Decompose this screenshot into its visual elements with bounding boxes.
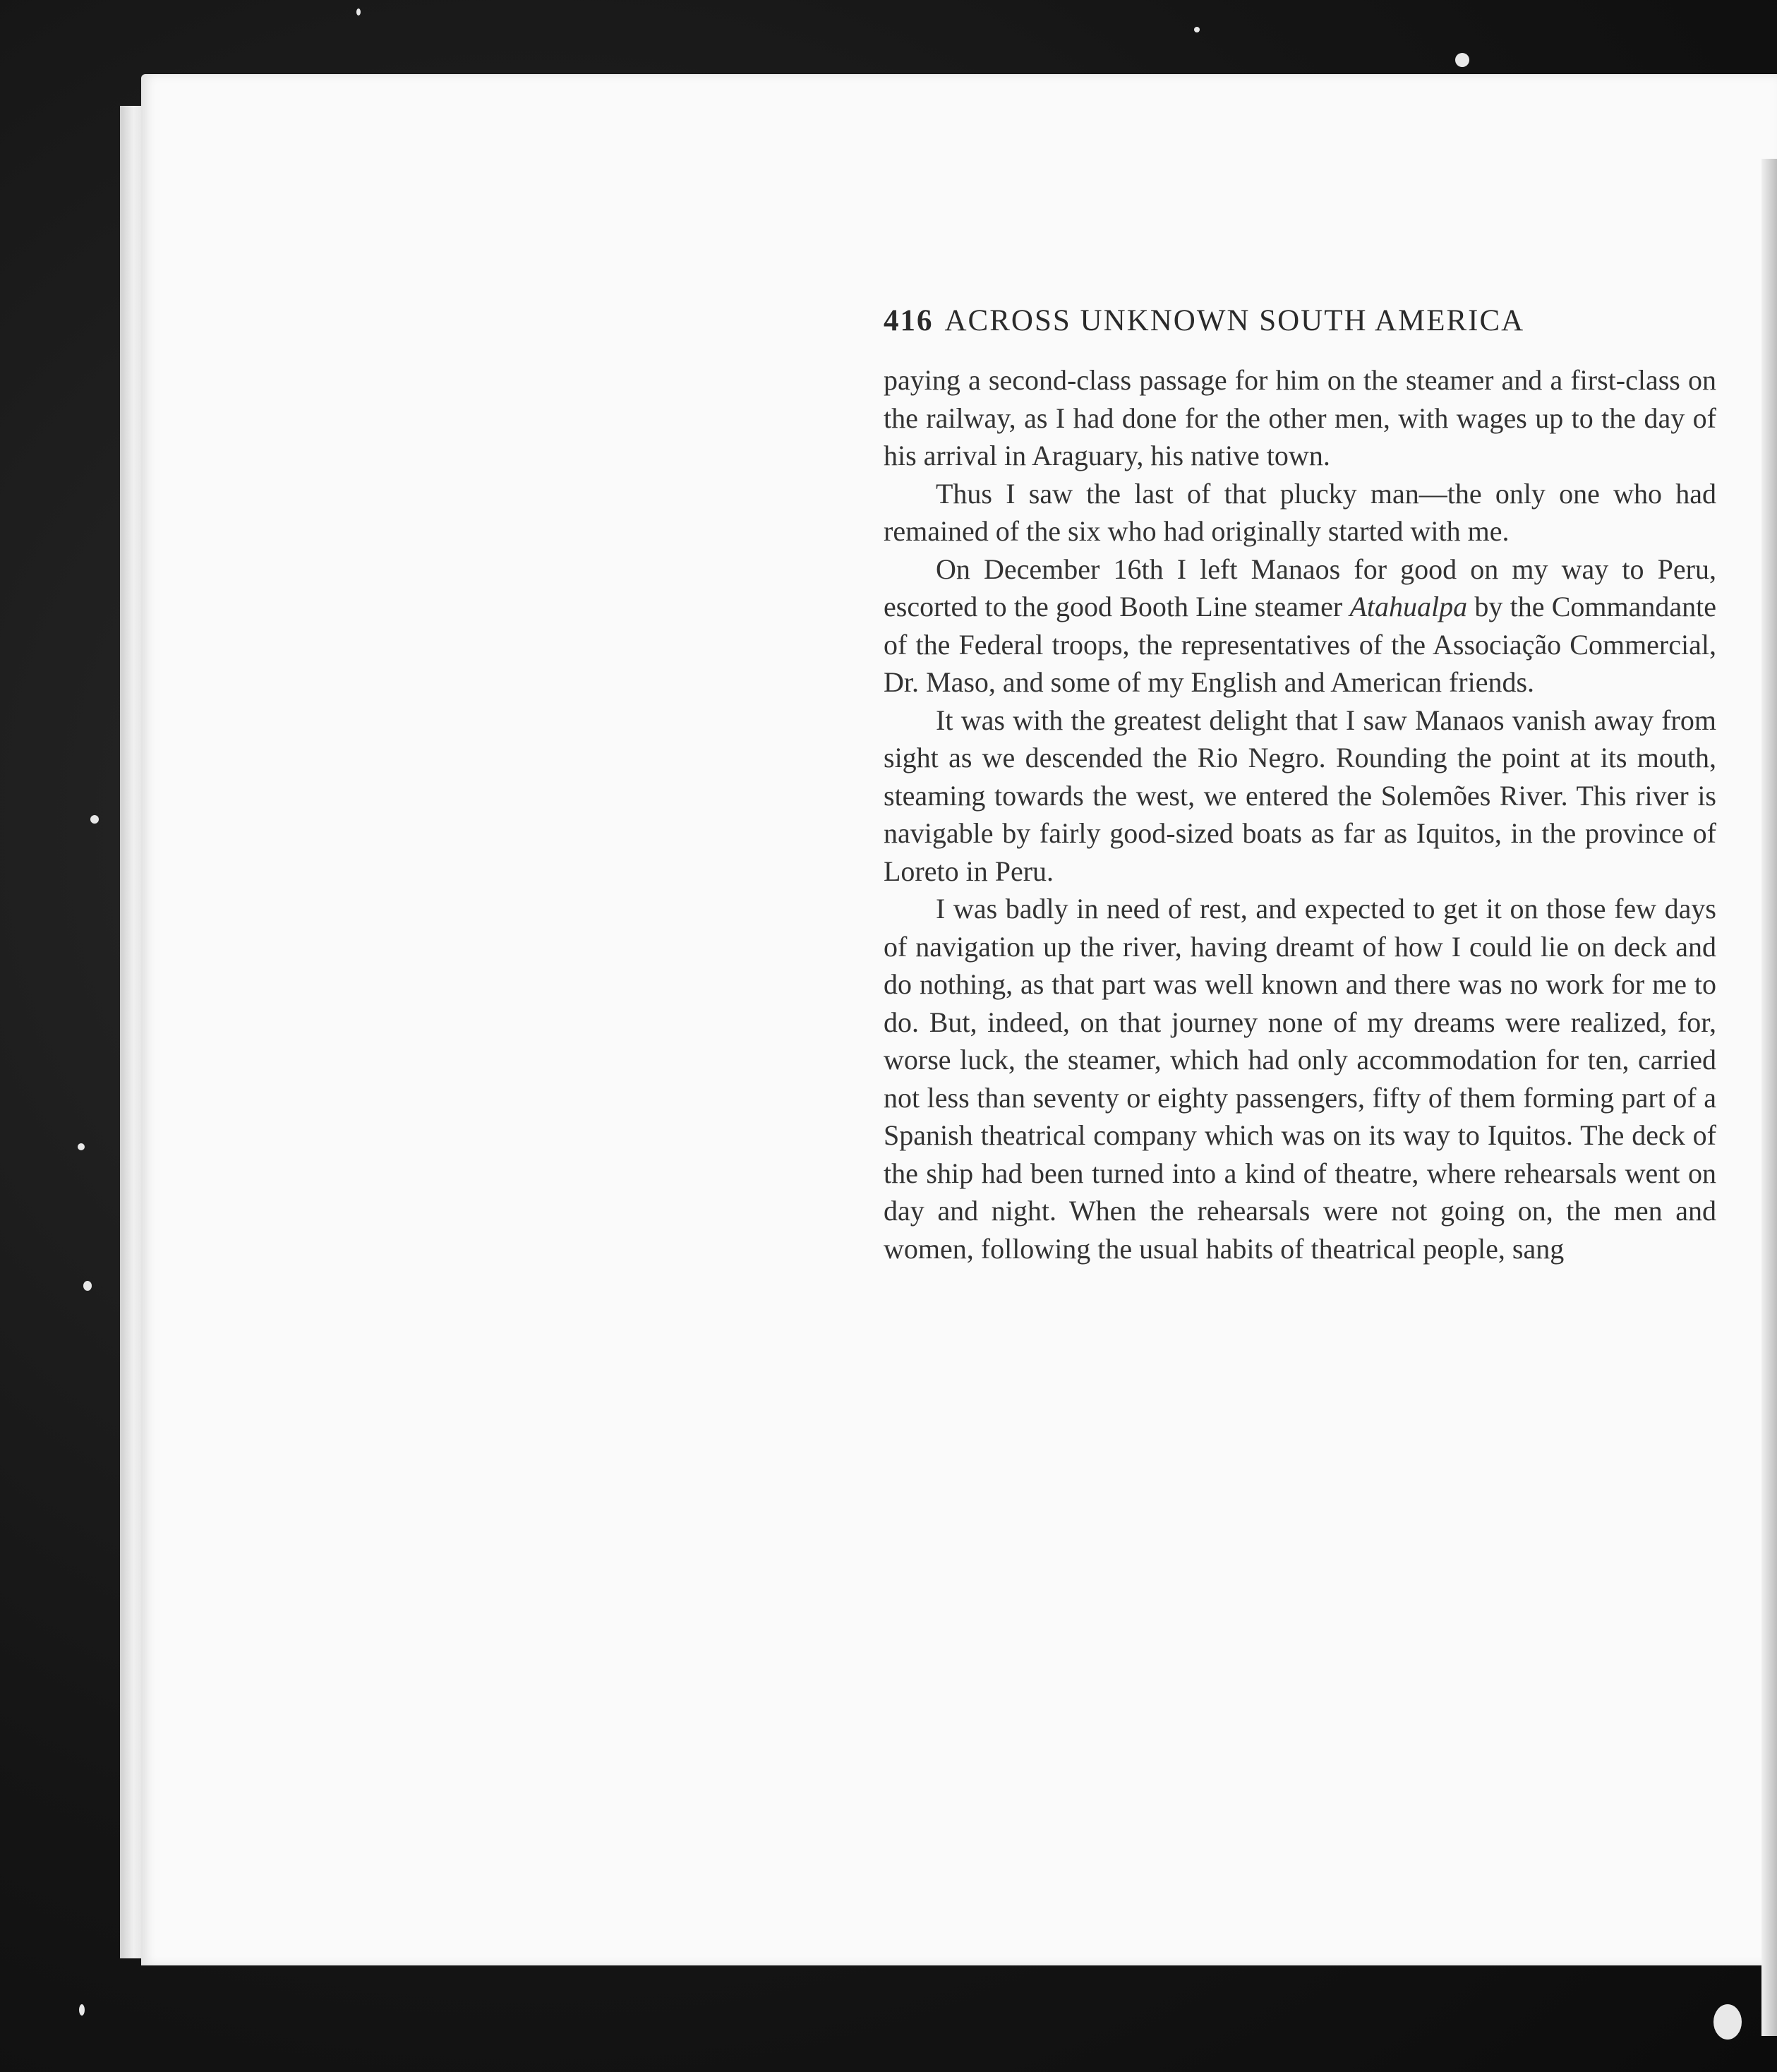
dust-speck [1455,53,1469,67]
dust-speck [90,815,99,824]
paragraph-text: On December 16th I left Manaos for good on my way to Peru, escorted to the good Booth Line steamer [884,553,1716,622]
paragraph: It was with the greatest delight that I saw Manaos vanish away from sight as we descended the Rio Negro. Rounding the point at its mouth, steaming towards the west, we entered the Solemões River. This river is navigable by fairly good-sized boats as far as Iquitos, in the province of Loreto in Peru. [884,704,1716,887]
paragraph: paying a second-class passage for him on the steamer and a first-class on the railway, as I had done for the other men, with wages up to the day of his arrival in Araguary, his native town. [884,364,1716,471]
paragraph: I was badly in need of rest, and expected to get it on those few days of navigation up the river, having dreamt of how I could lie on deck and do nothing, as that part was well known and there was no work for me to do. But, indeed, on that journey none of my dreams were realized, for, worse luck, the steamer, which had only accommodation for ten, carried not less than seventy or eighty passengers, fifty of them forming part of a Spanish theatrical company which was on its way to Iquitos. The deck of the ship had been turned into a kind of theatre, where rehearsals went on day and night. When the rehearsals were not going on, the men and women, following the usual habits of theatrical people, sang [884,893,1716,1265]
dust-speck [79,2004,85,2016]
paragraph [884,550,1716,701]
running-title: ACROSS UNKNOWN SOUTH AMERICA [944,304,1525,337]
page-number: 416 [884,304,934,337]
paragraph: Thus I saw the last of that plucky man—the only one who had remained of the six who had originally started with me. [884,477,1716,547]
dust-speck [1194,27,1200,32]
dust-speck [78,1143,85,1150]
running-header [884,303,1716,338]
dust-speck [356,8,361,16]
dust-speck [83,1281,92,1291]
ship-name: Atahualpa [1349,591,1468,622]
paragraph-text: by the Commandante of the Federal troops, the representatives of the Associação Commercial, Dr. Maso, and some of my English and American friends. [884,591,1716,698]
body-text [884,361,1716,1267]
page-right-edge [1761,159,1777,2036]
dust-speck [1713,2004,1742,2040]
